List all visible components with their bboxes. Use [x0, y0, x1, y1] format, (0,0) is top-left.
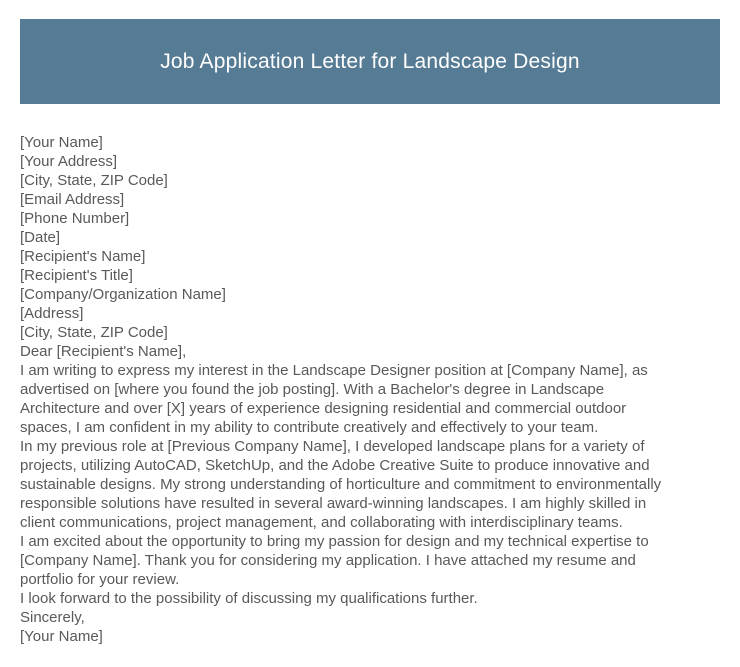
letter-line: [Email Address]	[20, 191, 125, 208]
letter-body	[20, 133, 720, 646]
letter-line: In my previous role at [Previous Company Name], I developed landscape plans for a variety of	[20, 438, 645, 455]
letter-line: advertised on [where you found the job posting]. With a Bachelor's degree in Landscape	[20, 381, 605, 398]
letter-line: spaces, I am confident in my ability to contribute creatively and effectively to your team.	[20, 419, 599, 436]
letter-line: Architecture and over [X] years of experience designing residential and commercial outdoor	[20, 400, 627, 417]
letter-line: I am excited about the opportunity to bring my passion for design and my technical expertise to	[20, 533, 649, 550]
letter-line: [Recipient's Title]	[20, 267, 133, 284]
letter-line: I am writing to express my interest in the Landscape Designer position at [Company Name], as	[20, 362, 648, 379]
letter-line: portfolio for your review.	[20, 571, 180, 588]
letter-line: [City, State, ZIP Code]	[20, 324, 168, 341]
letter-line: [Phone Number]	[20, 210, 130, 227]
letter-line: responsible solutions have resulted in several award-winning landscapes. I am highly skilled in	[20, 495, 647, 512]
letter-line: [Recipient's Name]	[20, 248, 146, 265]
letter-line: client communications, project management, and collaborating with interdisciplinary teams.	[20, 514, 623, 531]
letter-line: [Your Name]	[20, 628, 103, 645]
letter-line: [Company/Organization Name]	[20, 286, 226, 303]
letter-line: [City, State, ZIP Code]	[20, 172, 168, 189]
letter-line: [Your Address]	[20, 153, 118, 170]
letter-line: I look forward to the possibility of discussing my qualifications further.	[20, 590, 478, 607]
letter-line: sustainable designs. My strong understanding of horticulture and commitment to environmentally	[20, 476, 662, 493]
letter-line: [Company Name]. Thank you for considering my application. I have attached my resume and	[20, 552, 636, 569]
letter-line: [Address]	[20, 305, 84, 322]
letter-line: [Date]	[20, 229, 61, 246]
letter-line: Dear [Recipient's Name],	[20, 343, 187, 360]
page-title: Job Application Letter for Landscape Design	[160, 49, 580, 73]
letter-line: projects, utilizing AutoCAD, SketchUp, and the Adobe Creative Suite to produce innovative and	[20, 457, 650, 474]
letter-title-banner	[20, 19, 720, 104]
letter-line: [Your Name]	[20, 134, 103, 151]
letter-line: Sincerely,	[20, 609, 85, 626]
